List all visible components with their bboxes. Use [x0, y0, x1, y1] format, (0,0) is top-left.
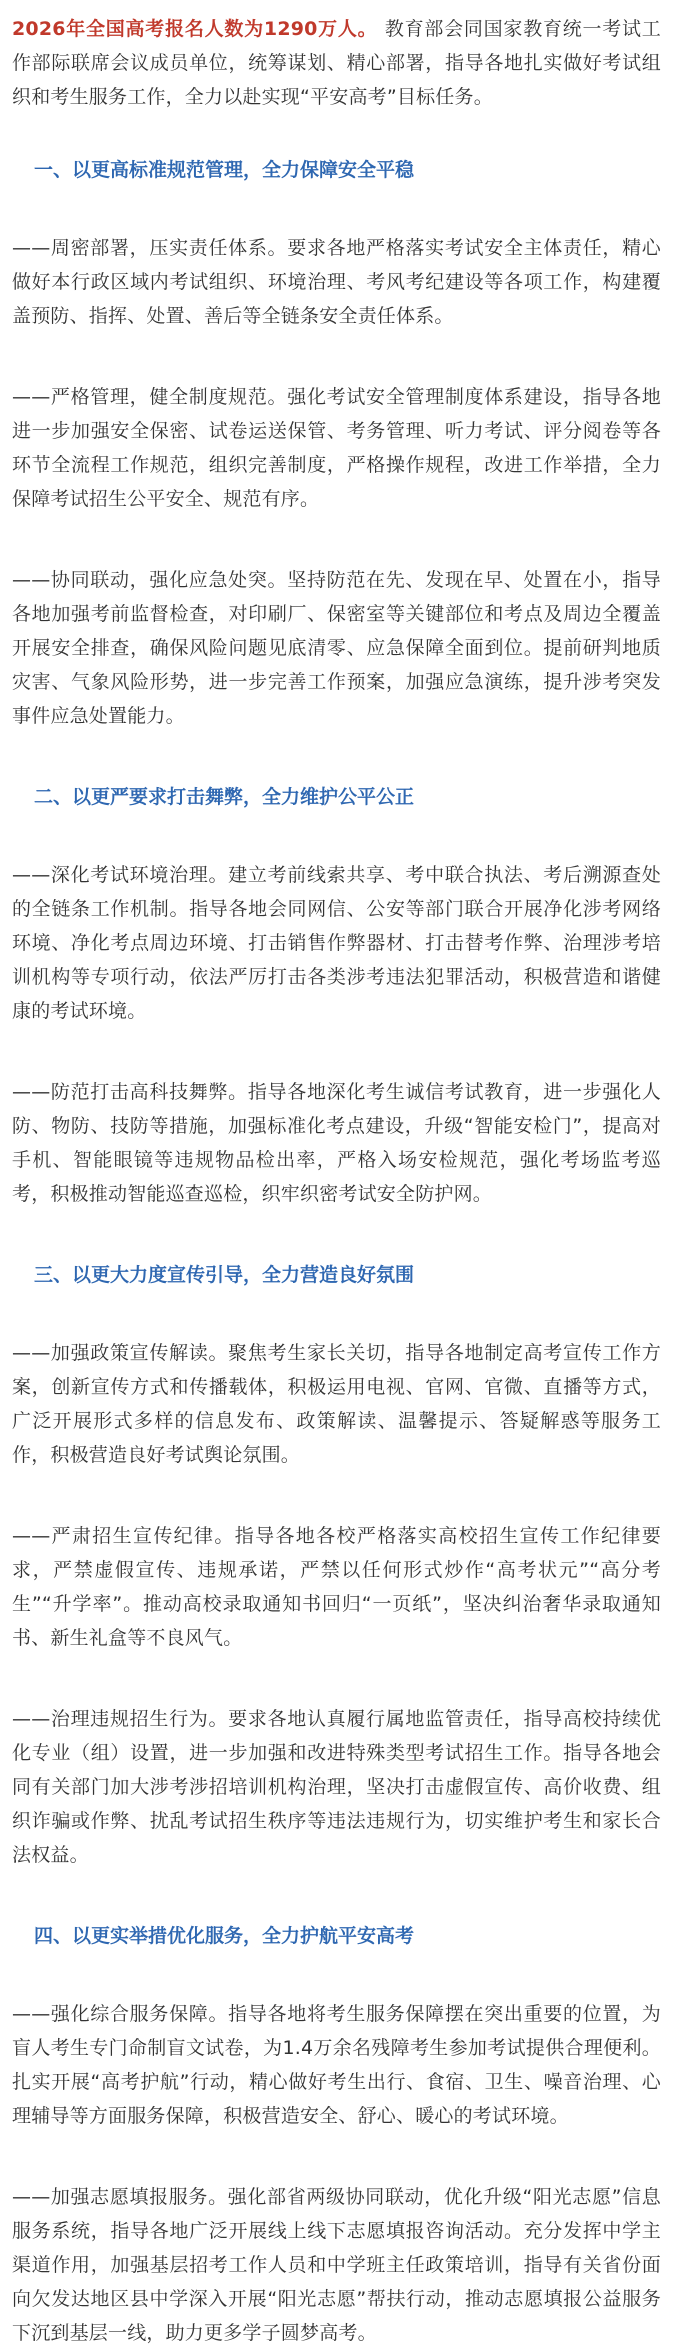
section-heading: 二、以更严要求打击舞弊，全力维护公平公正: [34, 786, 415, 808]
section-4: [12, 1919, 661, 2350]
section-2: [12, 780, 661, 1211]
paragraph: ——协同联动，强化应急处突。坚持防范在先、发现在早、处置在小，指导各地加强考前监督检查，对印刷厂、保密室等关键部位和考点及周边全覆盖开展安全排查，确保风险问题见底清零、应急保障全面到位。提前研判地质灾害、气象风险形势，进一步完善工作预案，加强应急演练，提升涉考突发事件应急处置能力。: [12, 569, 661, 727]
paragraph: ——严肃招生宣传纪律。指导各地各校严格落实高校招生宣传工作纪律要求，严禁虚假宣传、违规承诺，严禁以任何形式炒作“高考状元”“高分考生”“升学率”。推动高校录取通知书回归“一页纸”，坚决纠治奢华录取通知书、新生礼盒等不良风气。: [12, 1525, 661, 1649]
intro-text: 教育部会同国家教育统一考试工作部际联席会议成员单位，统筹谋划、精心部署，指导各地扎实做好考试组织和考生服务工作，全力以赴实现“平安高考”目标任务。: [12, 18, 661, 108]
paragraph: ——严格管理，健全制度规范。强化考试安全管理制度体系建设，指导各地进一步加强安全保密、试卷运送保管、考务管理、听力考试、评分阅卷等各环节全流程工作规范，组织完善制度，严格操作规程，改进工作举措，全力保障考试招生公平安全、规范有序。: [12, 386, 661, 510]
section-heading: 四、以更实举措优化服务，全力护航平安高考: [34, 1925, 415, 1947]
paragraph: ——强化综合服务保障。指导各地将考生服务保障摆在突出重要的位置，为盲人考生专门命制盲文试卷，为1.4万余名残障考生参加考试提供合理便利。扎实开展“高考护航”行动，精心做好考生出行、食宿、卫生、噪音治理、心理辅导等方面服务保障，积极营造安全、舒心、暖心的考试环境。: [12, 2003, 661, 2127]
paragraph: ——周密部署，压实责任体系。要求各地严格落实考试安全主体责任，精心做好本行政区域内考试组织、环境治理、考风考纪建设等各项工作，构建覆盖预防、指挥、处置、善后等全链条安全责任体系。: [12, 237, 661, 327]
intro-paragraph: [12, 12, 661, 114]
intro-highlight: 2026年全国高考报名人数为1290万人。: [12, 18, 378, 40]
paragraph: ——加强志愿填报服务。强化部省两级协同联动，优化升级“阳光志愿”信息服务系统，指导各地广泛开展线上线下志愿填报咨询活动。充分发挥中学主渠道作用，加强基层招考工作人员和中学班主任政策培训，指导有关省份面向欠发达地区县中学深入开展“阳光志愿”帮扶行动，推动志愿填报公益服务下沉到基层一线，助力更多学子圆梦高考。: [12, 2186, 661, 2344]
section-heading: 三、以更大力度宣传引导，全力营造良好氛围: [34, 1264, 415, 1286]
section-1: [12, 153, 661, 733]
section-heading: 一、以更高标准规范管理，全力保障安全平稳: [34, 159, 415, 181]
paragraph: ——防范打击高科技舞弊。指导各地深化考生诚信考试教育，进一步强化人防、物防、技防等措施，加强标准化考点建设，升级“智能安检门”，提高对手机、智能眼镜等违规物品检出率，严格入场安检规范，强化考场监考巡考，积极推动智能巡查巡检，织牢织密考试安全防护网。: [12, 1081, 661, 1205]
paragraph: ——深化考试环境治理。建立考前线索共享、考中联合执法、考后溯源查处的全链条工作机制。指导各地会同网信、公安等部门联合开展净化涉考网络环境、净化考点周边环境、打击销售作弊器材、打击替考作弊、治理涉考培训机构等专项行动，依法严厉打击各类涉考违法犯罪活动，积极营造和谐健康的考试环境。: [12, 864, 661, 1022]
paragraph: ——加强政策宣传解读。聚焦考生家长关切，指导各地制定高考宣传工作方案，创新宣传方式和传播载体，积极运用电视、官网、官微、直播等方式，广泛开展形式多样的信息发布、政策解读、温馨提示、答疑解惑等服务工作，积极营造良好考试舆论氛围。: [12, 1342, 661, 1466]
paragraph: ——治理违规招生行为。要求各地认真履行属地监管责任，指导高校持续优化专业（组）设置，进一步加强和改进特殊类型考试招生工作。指导各地会同有关部门加大涉考涉招培训机构治理，坚决打击虚假宣传、高价收费、组织诈骗或作弊、扰乱考试招生秩序等违法违规行为，切实维护考生和家长合法权益。: [12, 1708, 661, 1866]
section-3: [12, 1258, 661, 1872]
